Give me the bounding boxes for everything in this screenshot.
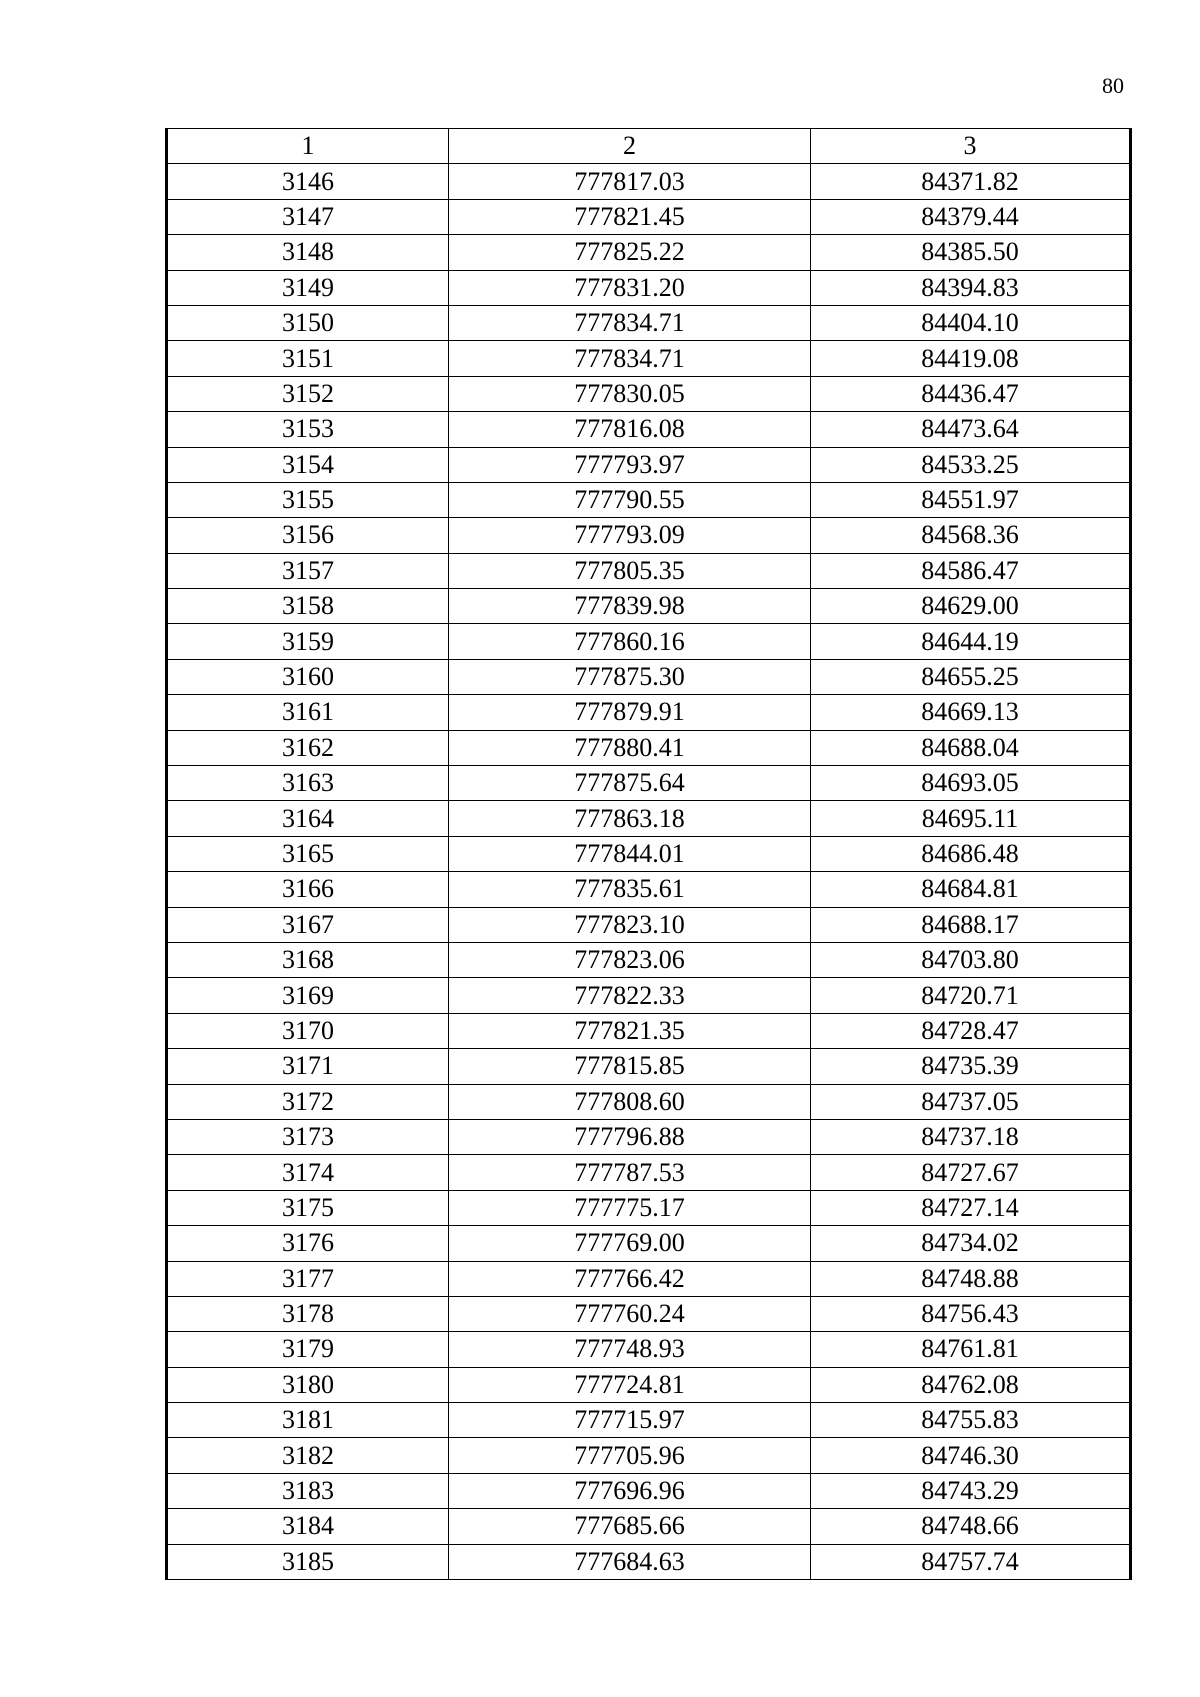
table-cell-col-3: 84720.71 (811, 978, 1131, 1013)
table-cell-col-2: 777839.98 (449, 589, 811, 624)
table-cell-col-2: 777816.08 (449, 412, 811, 447)
table-row (167, 482, 1131, 517)
table-cell-col-2: 777834.71 (449, 305, 811, 340)
table-cell-col-1: 3152 (167, 376, 449, 411)
table-row (167, 270, 1131, 305)
table-cell-col-2: 777835.61 (449, 872, 811, 907)
table-cell-col-2: 777875.64 (449, 766, 811, 801)
table-row (167, 907, 1131, 942)
table-cell-col-1: 3160 (167, 659, 449, 694)
table-cell-col-3: 84419.08 (811, 341, 1131, 376)
table-cell-col-2: 777823.10 (449, 907, 811, 942)
table-cell-col-1: 3174 (167, 1155, 449, 1190)
page-number: 80 (1102, 73, 1124, 98)
table-row (167, 836, 1131, 871)
table-cell-col-3: 84686.48 (811, 836, 1131, 871)
table-cell-col-1: 3177 (167, 1261, 449, 1296)
table-cell-col-1: 3148 (167, 235, 449, 270)
table-cell-col-2: 777715.97 (449, 1403, 811, 1438)
table-cell-col-1: 3181 (167, 1403, 449, 1438)
table-cell-col-3: 84379.44 (811, 199, 1131, 234)
coordinates-table (165, 128, 1132, 1580)
table-row (167, 518, 1131, 553)
table-cell-col-1: 3168 (167, 942, 449, 977)
table-cell-col-1: 3176 (167, 1226, 449, 1261)
table-cell-col-1: 3154 (167, 447, 449, 482)
table-cell-col-2: 777705.96 (449, 1438, 811, 1473)
table-row (167, 1438, 1131, 1473)
table-cell-col-2: 777880.41 (449, 730, 811, 765)
table-cell-col-3: 84743.29 (811, 1473, 1131, 1508)
table-row (167, 199, 1131, 234)
table-cell-col-3: 84586.47 (811, 553, 1131, 588)
table-row (167, 376, 1131, 411)
table-cell-col-3: 84568.36 (811, 518, 1131, 553)
table-cell-col-3: 84551.97 (811, 482, 1131, 517)
table-row (167, 1155, 1131, 1190)
table-row (167, 1296, 1131, 1331)
table-cell-col-1: 3182 (167, 1438, 449, 1473)
table-cell-col-1: 3165 (167, 836, 449, 871)
table-row (167, 624, 1131, 659)
table-row (167, 872, 1131, 907)
table-cell-col-2: 777796.88 (449, 1119, 811, 1154)
table-cell-col-3: 84684.81 (811, 872, 1131, 907)
table-cell-col-1: 3149 (167, 270, 449, 305)
table-cell-col-3: 84394.83 (811, 270, 1131, 305)
table-cell-col-3: 84746.30 (811, 1438, 1131, 1473)
table-cell-col-3: 84644.19 (811, 624, 1131, 659)
table-row (167, 1049, 1131, 1084)
table-cell-col-1: 3147 (167, 199, 449, 234)
table-cell-col-1: 3156 (167, 518, 449, 553)
table-row (167, 589, 1131, 624)
table-cell-col-3: 84762.08 (811, 1367, 1131, 1402)
table-cell-col-3: 84734.02 (811, 1226, 1131, 1261)
table-cell-col-3: 84748.88 (811, 1261, 1131, 1296)
table-cell-col-2: 777863.18 (449, 801, 811, 836)
table-row (167, 695, 1131, 730)
column-header-2: 2 (449, 129, 811, 164)
table-row (167, 553, 1131, 588)
table-cell-col-3: 84473.64 (811, 412, 1131, 447)
table-cell-col-2: 777748.93 (449, 1332, 811, 1367)
table-cell-col-1: 3159 (167, 624, 449, 659)
table-cell-col-2: 777860.16 (449, 624, 811, 659)
table-cell-col-1: 3153 (167, 412, 449, 447)
table-cell-col-2: 777766.42 (449, 1261, 811, 1296)
table-row (167, 659, 1131, 694)
table-row (167, 730, 1131, 765)
table-cell-col-1: 3180 (167, 1367, 449, 1402)
table-cell-col-2: 777769.00 (449, 1226, 811, 1261)
table-cell-col-2: 777685.66 (449, 1509, 811, 1544)
table-row (167, 1119, 1131, 1154)
table-cell-col-2: 777793.97 (449, 447, 811, 482)
table-cell-col-3: 84533.25 (811, 447, 1131, 482)
table-cell-col-2: 777830.05 (449, 376, 811, 411)
table-cell-col-3: 84629.00 (811, 589, 1131, 624)
table-cell-col-1: 3157 (167, 553, 449, 588)
table-cell-col-3: 84404.10 (811, 305, 1131, 340)
table-cell-col-3: 84703.80 (811, 942, 1131, 977)
table-cell-col-3: 84693.05 (811, 766, 1131, 801)
table-cell-col-2: 777684.63 (449, 1544, 811, 1579)
table-cell-col-1: 3179 (167, 1332, 449, 1367)
table-cell-col-3: 84756.43 (811, 1296, 1131, 1331)
table-cell-col-3: 84748.66 (811, 1509, 1131, 1544)
table-cell-col-1: 3172 (167, 1084, 449, 1119)
column-header-3: 3 (811, 129, 1131, 164)
table-cell-col-1: 3164 (167, 801, 449, 836)
table-cell-col-2: 777724.81 (449, 1367, 811, 1402)
table-cell-col-3: 84757.74 (811, 1544, 1131, 1579)
table-cell-col-1: 3155 (167, 482, 449, 517)
table-cell-col-1: 3158 (167, 589, 449, 624)
table-cell-col-2: 777793.09 (449, 518, 811, 553)
table-cell-col-2: 777821.45 (449, 199, 811, 234)
table-cell-col-3: 84761.81 (811, 1332, 1131, 1367)
table-row (167, 1332, 1131, 1367)
table-cell-col-3: 84727.67 (811, 1155, 1131, 1190)
table-cell-col-2: 777775.17 (449, 1190, 811, 1225)
table-cell-col-1: 3166 (167, 872, 449, 907)
table-cell-col-1: 3146 (167, 164, 449, 199)
table-row (167, 412, 1131, 447)
table-cell-col-1: 3169 (167, 978, 449, 1013)
table-cell-col-3: 84735.39 (811, 1049, 1131, 1084)
table-cell-col-1: 3170 (167, 1013, 449, 1048)
table-row (167, 1367, 1131, 1402)
table-row (167, 801, 1131, 836)
table-cell-col-2: 777825.22 (449, 235, 811, 270)
table-cell-col-3: 84371.82 (811, 164, 1131, 199)
table-cell-col-2: 777879.91 (449, 695, 811, 730)
table-cell-col-2: 777875.30 (449, 659, 811, 694)
table-cell-col-1: 3184 (167, 1509, 449, 1544)
table-row (167, 1509, 1131, 1544)
table-row (167, 447, 1131, 482)
table-cell-col-3: 84669.13 (811, 695, 1131, 730)
table-cell-col-3: 84385.50 (811, 235, 1131, 270)
table-cell-col-1: 3171 (167, 1049, 449, 1084)
table-cell-col-1: 3173 (167, 1119, 449, 1154)
table-cell-col-3: 84737.18 (811, 1119, 1131, 1154)
table-cell-col-1: 3162 (167, 730, 449, 765)
table-cell-col-3: 84755.83 (811, 1403, 1131, 1438)
table-cell-col-2: 777787.53 (449, 1155, 811, 1190)
table-cell-col-2: 777821.35 (449, 1013, 811, 1048)
table-cell-col-3: 84737.05 (811, 1084, 1131, 1119)
table-row (167, 1544, 1131, 1579)
table-row (167, 1013, 1131, 1048)
table-cell-col-2: 777823.06 (449, 942, 811, 977)
table-cell-col-3: 84436.47 (811, 376, 1131, 411)
table-row (167, 1473, 1131, 1508)
table-cell-col-3: 84695.11 (811, 801, 1131, 836)
table-row (167, 235, 1131, 270)
table-cell-col-2: 777790.55 (449, 482, 811, 517)
table-cell-col-2: 777831.20 (449, 270, 811, 305)
table-cell-col-1: 3150 (167, 305, 449, 340)
table-cell-col-1: 3161 (167, 695, 449, 730)
table-row (167, 341, 1131, 376)
table-row (167, 1261, 1131, 1296)
table-cell-col-2: 777822.33 (449, 978, 811, 1013)
table-cell-col-1: 3151 (167, 341, 449, 376)
table-row (167, 1084, 1131, 1119)
table-row (167, 164, 1131, 199)
table-cell-col-2: 777817.03 (449, 164, 811, 199)
table-cell-col-3: 84728.47 (811, 1013, 1131, 1048)
table-cell-col-2: 777696.96 (449, 1473, 811, 1508)
table-cell-col-2: 777844.01 (449, 836, 811, 871)
table-row (167, 942, 1131, 977)
table-row (167, 978, 1131, 1013)
table-cell-col-1: 3178 (167, 1296, 449, 1331)
table-cell-col-2: 777760.24 (449, 1296, 811, 1331)
table-body (167, 164, 1131, 1580)
table-cell-col-3: 84688.04 (811, 730, 1131, 765)
table-row (167, 1226, 1131, 1261)
table-cell-col-1: 3183 (167, 1473, 449, 1508)
table-cell-col-3: 84655.25 (811, 659, 1131, 694)
table-row (167, 766, 1131, 801)
table-cell-col-2: 777805.35 (449, 553, 811, 588)
table-row (167, 305, 1131, 340)
table-cell-col-2: 777808.60 (449, 1084, 811, 1119)
table-cell-col-2: 777834.71 (449, 341, 811, 376)
table-cell-col-3: 84727.14 (811, 1190, 1131, 1225)
table-cell-col-3: 84688.17 (811, 907, 1131, 942)
table-cell-col-1: 3163 (167, 766, 449, 801)
table-cell-col-1: 3175 (167, 1190, 449, 1225)
table-cell-col-1: 3167 (167, 907, 449, 942)
column-header-1: 1 (167, 129, 449, 164)
table-row (167, 1403, 1131, 1438)
table-row (167, 1190, 1131, 1225)
table-cell-col-2: 777815.85 (449, 1049, 811, 1084)
table-cell-col-1: 3185 (167, 1544, 449, 1579)
table-header-row (167, 129, 1131, 164)
